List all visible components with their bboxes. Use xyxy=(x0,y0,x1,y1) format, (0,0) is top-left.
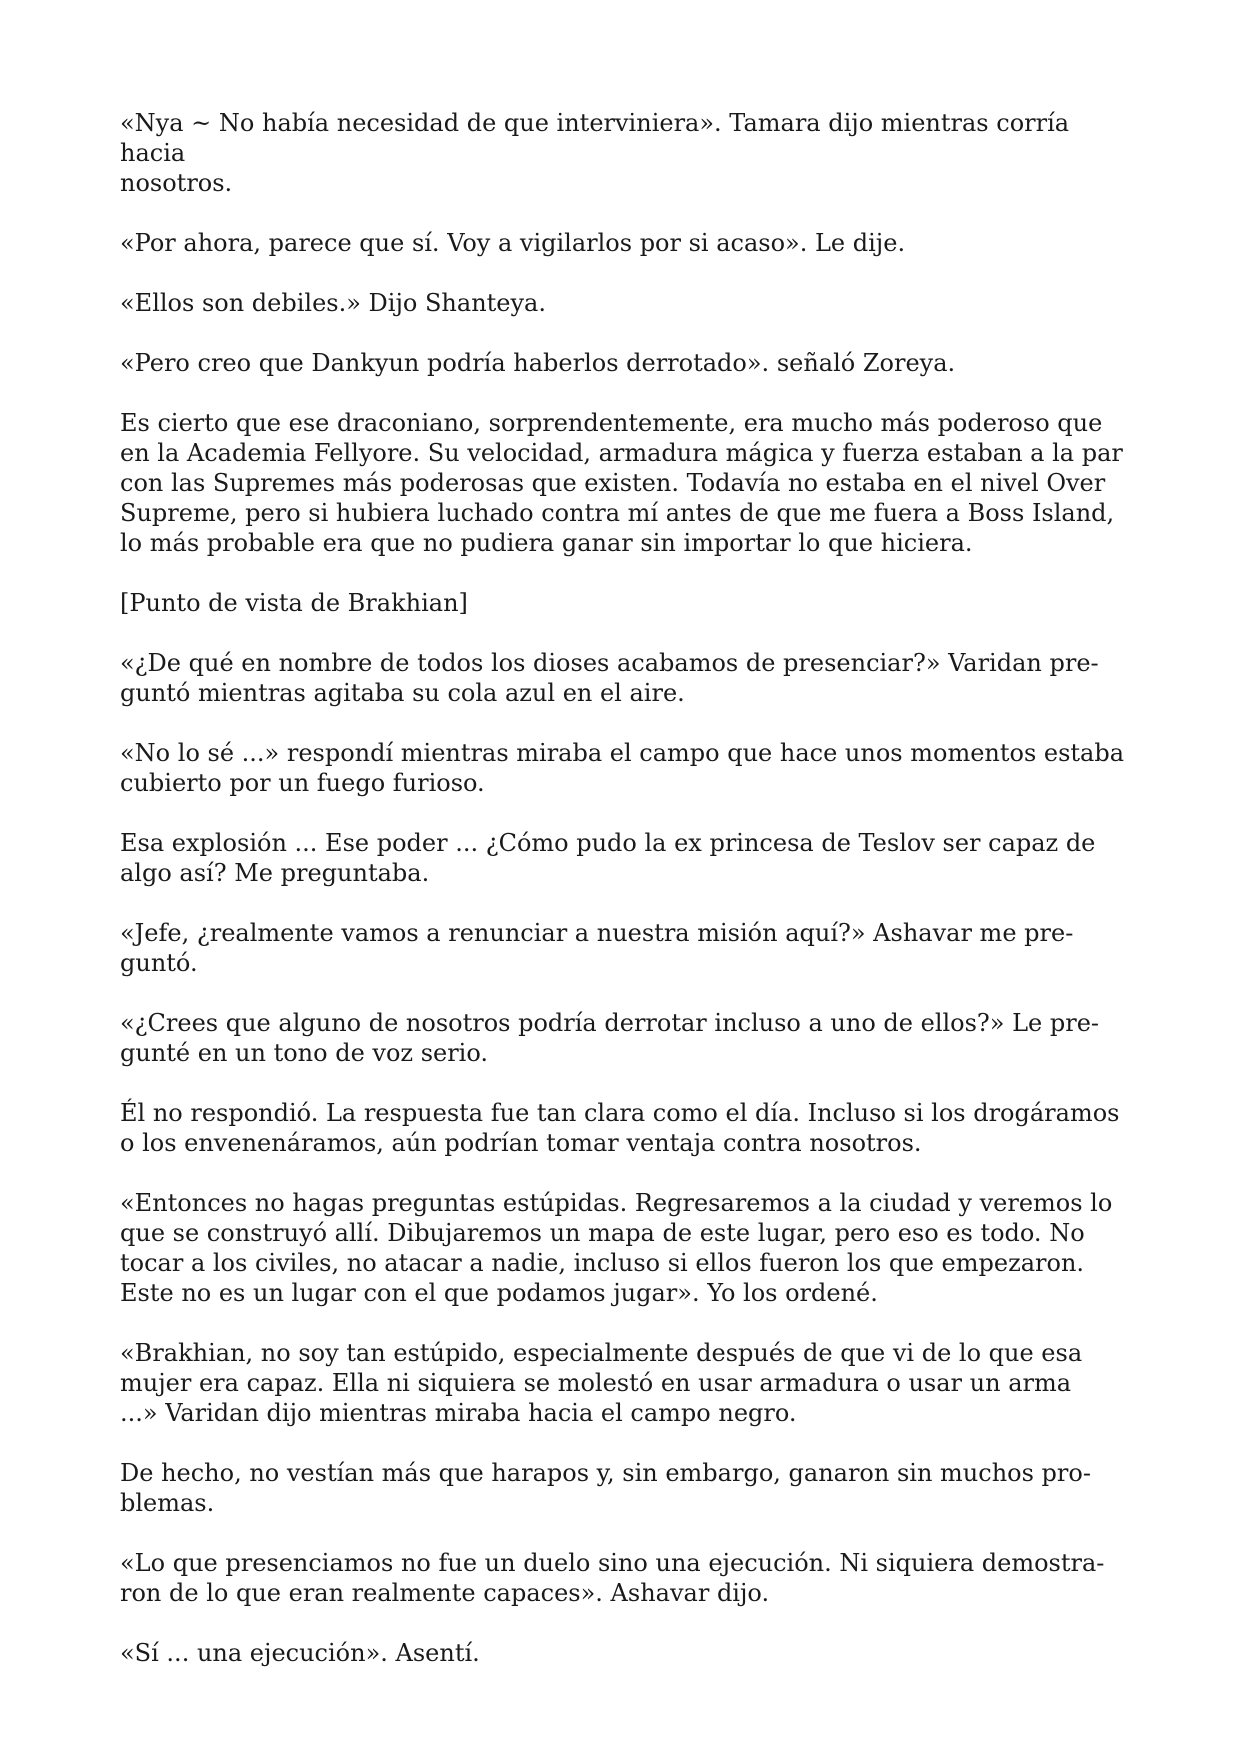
paragraph: «Nya ~ No había necesidad de que interviniera». Tamara dijo mientras corría hacia nosotros. xyxy=(120,109,1070,197)
paragraph: «Lo que presenciamos no fue un duelo sino una ejecución. Ni siquiera demostra- ron de lo que eran realmente capaces». Ashavar dijo. xyxy=(120,1549,1105,1607)
document-page xyxy=(120,108,1130,1698)
paragraph: Esa explosión ... Ese poder ... ¿Cómo pudo la ex princesa de Teslov ser capaz de algo así? Me preguntaba. xyxy=(120,829,1096,887)
paragraph: «Por ahora, parece que sí. Voy a vigilarlos por si acaso». Le dije. xyxy=(120,229,906,257)
paragraph: «Sí ... una ejecución». Asentí. xyxy=(120,1639,480,1667)
section-heading: [Punto de vista de Brakhian] xyxy=(120,589,468,617)
paragraph: «No lo sé ...» respondí mientras miraba el campo que hace unos momentos estaba cubierto por un fuego furioso. xyxy=(120,739,1125,797)
paragraph: «Pero creo que Dankyun podría haberlos derrotado». señaló Zoreya. xyxy=(120,349,956,377)
paragraph: «Ellos son debiles.» Dijo Shanteya. xyxy=(120,289,546,317)
paragraph: «Jefe, ¿realmente vamos a renunciar a nuestra misión aquí?» Ashavar me pre- guntó. xyxy=(120,919,1074,977)
paragraph: «¿Crees que alguno de nosotros podría derrotar incluso a uno de ellos?» Le pre- gunté en un tono de voz serio. xyxy=(120,1009,1100,1067)
paragraph: Es cierto que ese draconiano, sorprendentemente, era mucho más poderoso que en la Academia Fellyore. Su velocidad, armadura mágica y fuerza estaban a la par con las Supremes más poderosas que existen. Todavía no estaba en el nivel Over Supreme, pero si hubiera luchado contra mí antes de que me fuera a Boss Island, lo más probable era que no pudiera ganar sin importar lo que hiciera. xyxy=(120,409,1123,557)
paragraph: Él no respondió. La respuesta fue tan clara como el día. Incluso si los drogáramos o los envenenáramos, aún podrían tomar ventaja contra nosotros. xyxy=(120,1099,1120,1157)
paragraph: «Entonces no hagas preguntas estúpidas. Regresaremos a la ciudad y veremos lo que se construyó allí. Dibujaremos un mapa de este lugar, pero eso es todo. No tocar a los civiles, no atacar a nadie, incluso si ellos fueron los que empezaron. Este no es un lugar con el que podamos jugar». Yo los ordené. xyxy=(120,1189,1113,1307)
paragraph: De hecho, no vestían más que harapos y, sin embargo, ganaron sin muchos pro- blemas. xyxy=(120,1459,1091,1517)
paragraph: «¿De qué en nombre de todos los dioses acabamos de presenciar?» Varidan pre- guntó mientras agitaba su cola azul en el aire. xyxy=(120,649,1099,707)
paragraph: «Brakhian, no soy tan estúpido, especialmente después de que vi de lo que esa mujer era capaz. Ella ni siquiera se molestó en usar armadura o usar un arma ...» Varidan dijo mientras miraba hacia el campo negro. xyxy=(120,1339,1083,1427)
